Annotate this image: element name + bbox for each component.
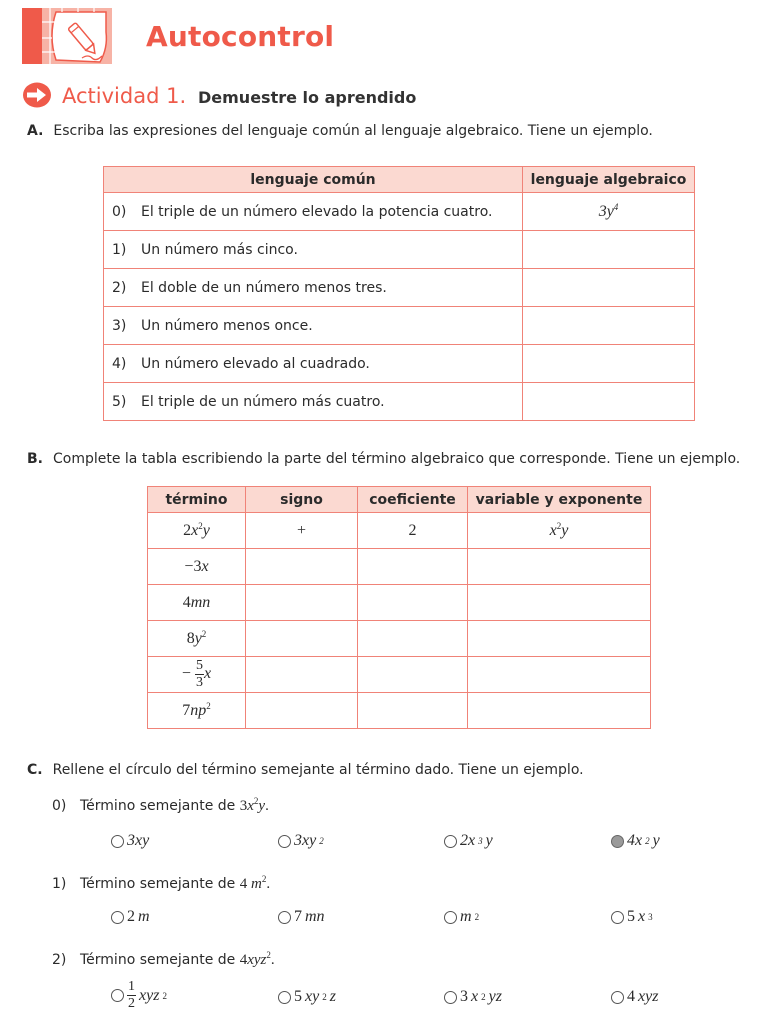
row-number: 2) — [112, 279, 127, 296]
option-2-3[interactable] — [611, 988, 658, 1006]
term-cell — [148, 693, 246, 729]
var-tail: y — [561, 521, 569, 539]
fraction — [127, 980, 136, 1011]
option-1-1[interactable] — [278, 908, 325, 926]
option-1-2[interactable]: m 2 — [444, 908, 479, 926]
answer-cell[interactable] — [523, 193, 695, 231]
coefficient-cell[interactable] — [358, 585, 468, 621]
radio-empty-icon[interactable] — [278, 911, 291, 924]
term-coef: 7 — [182, 701, 191, 719]
row-text: El triple de un número más cuatro. — [141, 393, 385, 410]
given-exp: 2 — [261, 874, 267, 884]
term-cell — [148, 513, 246, 549]
radio-empty-icon[interactable] — [444, 835, 457, 848]
answer-base: 3y — [598, 202, 614, 220]
term-coef: 8 — [186, 629, 195, 647]
option-2-0[interactable]: $\frac{1}{2}$ xyz 2 — [111, 980, 167, 1011]
fraction — [195, 659, 204, 690]
table-row — [104, 231, 695, 269]
coefficient-cell[interactable] — [358, 693, 468, 729]
autocontrol-logo-icon — [22, 8, 112, 64]
header-termino: término — [148, 487, 246, 513]
given-term: 4xyz$^2$. — [239, 950, 275, 968]
option-label: mn — [305, 908, 325, 925]
fraction-denominator: 3 — [195, 675, 203, 690]
option-label: 4x — [627, 832, 643, 849]
table-termino — [147, 486, 651, 729]
radio-empty-icon[interactable] — [111, 989, 124, 1002]
option-tail: yz — [488, 988, 502, 1005]
option-label: 3xy — [294, 832, 317, 849]
radio-empty-icon[interactable] — [111, 835, 124, 848]
term-var: mn — [190, 593, 211, 611]
section-b-instruction — [27, 451, 740, 467]
answer-exponent: 4 — [613, 201, 619, 212]
option-0-3[interactable]: 4x 2 y — [611, 832, 660, 850]
question-number: 2) — [52, 952, 67, 968]
option-coef: 3 — [460, 988, 468, 1005]
option-0-0[interactable] — [111, 832, 149, 850]
row-text-cell — [104, 345, 523, 383]
table-row — [104, 383, 695, 421]
option-0-1[interactable]: 3xy 2 — [278, 832, 324, 850]
table-row — [104, 345, 695, 383]
section-a-text: Escriba las expresiones del lenguaje común al lenguaje algebraico. Tiene un ejemplo. — [53, 123, 653, 139]
row-text: El doble de un número menos tres. — [141, 279, 387, 296]
term-exp: 2 — [201, 628, 207, 639]
coefficient-cell[interactable] — [358, 621, 468, 657]
radio-empty-icon[interactable] — [611, 911, 624, 924]
radio-empty-icon[interactable] — [611, 991, 624, 1004]
option-coef: 2 — [127, 908, 135, 925]
sign-cell[interactable] — [246, 657, 358, 693]
table-row — [148, 657, 651, 693]
row-number: 3) — [112, 317, 127, 334]
coefficient-cell[interactable] — [358, 549, 468, 585]
arrow-right-circle-icon — [22, 82, 52, 108]
option-label: x — [638, 908, 646, 925]
given-var2: y — [258, 798, 266, 814]
header-coeficiente: coeficiente — [358, 487, 468, 513]
section-c-letter: C. — [27, 762, 43, 778]
table-row — [148, 513, 651, 549]
question-prompt: Término semejante de — [80, 798, 240, 814]
option-label: xyz — [638, 988, 659, 1005]
table-row — [148, 621, 651, 657]
row-text-cell — [104, 383, 523, 421]
term-coef: 2 — [183, 521, 192, 539]
coefficient-cell[interactable]: 2 — [358, 513, 468, 549]
row-number: 5) — [112, 393, 127, 410]
given-coef: 4 — [239, 952, 248, 968]
term-var: x — [191, 521, 199, 539]
radio-empty-icon[interactable] — [444, 991, 457, 1004]
page-title: Autocontrol — [146, 20, 335, 53]
row-text-cell — [104, 307, 523, 345]
radio-empty-icon[interactable] — [444, 911, 457, 924]
question-number: 0) — [52, 798, 67, 814]
table-row — [148, 549, 651, 585]
option-tail: z — [329, 988, 336, 1005]
answer-cell[interactable] — [523, 383, 695, 421]
row-number: 4) — [112, 355, 127, 372]
var-base: x — [549, 521, 557, 539]
section-a-instruction — [27, 123, 653, 139]
radio-empty-icon[interactable] — [278, 991, 291, 1004]
variable-cell[interactable] — [468, 657, 651, 693]
row-number: 1) — [112, 241, 127, 258]
question-prompt: Término semejante de — [80, 876, 240, 892]
option-2-1[interactable]: 5 xy 2 z — [278, 988, 336, 1006]
term-sign: − — [181, 665, 191, 683]
given-exp: 2 — [266, 950, 271, 960]
table-row — [148, 693, 651, 729]
option-label: xyz — [139, 986, 160, 1004]
header-lenguaje-algebraico: lenguaje algebraico — [523, 167, 695, 193]
answer-cell[interactable] — [523, 307, 695, 345]
row-text: Un número menos once. — [141, 317, 313, 334]
term-var: np — [190, 701, 207, 719]
answer-cell[interactable] — [523, 231, 695, 269]
section-c-instruction — [27, 762, 584, 778]
fraction-numerator: 1 — [128, 979, 135, 994]
given-var: m — [250, 876, 262, 892]
sign-cell[interactable] — [246, 621, 358, 657]
option-1-3[interactable]: 5 x 3 — [611, 908, 653, 926]
radio-empty-icon[interactable] — [278, 835, 291, 848]
option-tail: y — [652, 832, 660, 849]
term-cell — [148, 585, 246, 621]
term-coef: 4 — [182, 593, 191, 611]
activity-subtitle: Demuestre lo aprendido — [198, 88, 417, 107]
option-0-2[interactable]: 2x 3 y — [444, 832, 493, 850]
question-number: 1) — [52, 876, 67, 892]
term-cell — [148, 657, 246, 693]
header-signo: signo — [246, 487, 358, 513]
option-label: x — [471, 988, 479, 1005]
variable-cell[interactable] — [468, 513, 651, 549]
sign-cell[interactable]: + — [246, 513, 358, 549]
option-tail: y — [485, 832, 493, 849]
option-label: m — [460, 908, 472, 925]
given-coef: 4 — [239, 876, 251, 892]
term-coef: −3 — [184, 557, 202, 575]
option-coef: 5 — [294, 988, 302, 1005]
given-exp: 2 — [253, 796, 259, 806]
option-label: m — [138, 908, 150, 925]
given-term: $3x^2y$. — [239, 796, 269, 814]
row-text-cell — [104, 193, 523, 231]
option-coef: 4 — [627, 988, 635, 1005]
term-var2: y — [202, 521, 210, 539]
row-text-cell — [104, 269, 523, 307]
table-lenguaje — [103, 166, 695, 421]
sign-cell[interactable] — [246, 549, 358, 585]
question-0 — [52, 798, 269, 815]
term-cell — [148, 549, 246, 585]
radio-filled-icon[interactable] — [611, 835, 624, 848]
row-number: 0) — [112, 203, 127, 220]
radio-empty-icon[interactable] — [111, 911, 124, 924]
fraction-numerator: 5 — [195, 658, 203, 673]
given-coef: 3 — [239, 798, 248, 814]
table-row — [104, 269, 695, 307]
sign-cell[interactable] — [246, 585, 358, 621]
given-var: xyz — [247, 952, 267, 968]
term-exp: 2 — [206, 700, 211, 711]
row-text: Un número más cinco. — [141, 241, 298, 258]
term-var: x — [201, 557, 209, 575]
option-label: 3xy — [127, 832, 150, 849]
option-2-2[interactable]: 3 x 2 yz — [444, 988, 502, 1006]
option-label: 2x — [460, 832, 476, 849]
row-text-cell — [104, 231, 523, 269]
variable-cell[interactable] — [468, 585, 651, 621]
term-var: y — [194, 629, 202, 647]
table-row — [104, 307, 695, 345]
variable-cell[interactable] — [468, 549, 651, 585]
question-2 — [52, 952, 275, 969]
term-exp: 2 — [198, 520, 203, 531]
option-coef: 7 — [294, 908, 302, 925]
question-1 — [52, 876, 270, 893]
row-text: Un número elevado al cuadrado. — [141, 355, 370, 372]
question-prompt: Término semejante de — [80, 952, 240, 968]
variable-cell[interactable] — [468, 693, 651, 729]
section-b-text: Complete la tabla escribiendo la parte del término algebraico que corresponde. Tiene un ejemplo. — [53, 451, 741, 467]
option-1-0[interactable] — [111, 908, 150, 926]
term-cell — [148, 621, 246, 657]
answer-cell[interactable] — [523, 345, 695, 383]
section-c-text: Rellene el círculo del término semejante al término dado. Tiene un ejemplo. — [52, 762, 584, 778]
option-label: xy — [305, 988, 320, 1005]
coefficient-cell[interactable] — [358, 657, 468, 693]
term-var: x — [203, 665, 212, 683]
fraction-denominator: 2 — [128, 996, 135, 1011]
section-b-letter: B. — [27, 451, 43, 467]
header-lenguaje-comun: lenguaje común — [104, 167, 523, 193]
row-text: El triple de un número elevado la potencia cuatro. — [141, 203, 493, 220]
table-row — [104, 193, 695, 231]
table-row — [148, 585, 651, 621]
variable-cell[interactable] — [468, 621, 651, 657]
given-term: 4 $m^2$. — [239, 874, 271, 892]
header-variable-exponente: variable y exponente — [468, 487, 651, 513]
activity-label: Actividad 1. — [62, 84, 187, 108]
option-coef: 5 — [627, 908, 635, 925]
answer-cell[interactable] — [523, 269, 695, 307]
sign-cell[interactable] — [246, 693, 358, 729]
section-a-letter: A. — [27, 123, 44, 139]
given-var: x — [247, 798, 254, 814]
var-exp: 2 — [556, 520, 562, 531]
